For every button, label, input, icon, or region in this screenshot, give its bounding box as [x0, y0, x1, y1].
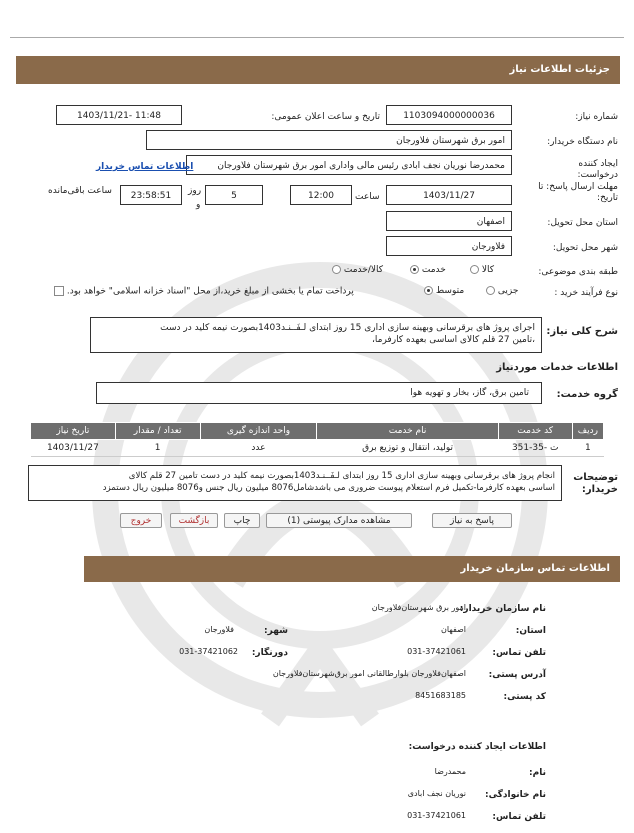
contact-address-value: اصفهان‌فلاورجان بلوارطالقانی امور برق‌شهرستان‌فلاورجان — [272, 669, 466, 678]
contact-phone-value: 031-37421061 — [407, 647, 466, 656]
category-label: طبقه بندی موضوعی: — [538, 267, 618, 277]
city-field: فلاورجان — [386, 236, 512, 256]
buyer-notes-line-1: انجام پروژ های برقرسانی وبهینه سازی اداری 15 روز ابتدای لـفَــنـد1403بصورت نیمه کلید در دست تامین 27 قلم کالای — [128, 471, 555, 481]
cell-unit: عدد — [200, 440, 317, 457]
table-header-row — [31, 423, 604, 440]
contact-address-label: آدرس پستی: — [488, 670, 546, 680]
radio-service[interactable] — [410, 265, 419, 274]
view-documents-button[interactable]: مشاهده مدارک پیوستی (1) — [266, 513, 412, 528]
contact-fax-label: دورنگار: — [251, 648, 288, 658]
contact-info-link[interactable]: اطلاعات تماس خریدار — [96, 162, 194, 172]
services-title: اطلاعات خدمات موردنیاز — [496, 362, 618, 373]
creator-name-value: محمدرضا — [434, 767, 466, 776]
creator-phone-label: تلفن تماس: — [492, 812, 546, 822]
process-minor-label: جزیی — [497, 286, 519, 296]
col-date: تاریخ نیاز — [31, 423, 116, 440]
buyer-org-field: امور برق شهرستان فلاورجان — [146, 130, 512, 150]
creator-field: محمدرضا نوریان نجف ابادی رئیس مالی واداری امور برق شهرستان فلاورجان — [186, 155, 512, 175]
table-row — [31, 440, 604, 457]
radio-medium[interactable] — [424, 286, 433, 295]
province-label: استان محل تحویل: — [547, 218, 618, 228]
top-divider — [10, 37, 624, 38]
category-service-label: خدمت — [421, 265, 446, 275]
description-label: شرح کلی نیاز: — [546, 326, 618, 337]
deadline-date-field: 1403/11/27 — [386, 185, 512, 205]
cell-row: 1 — [572, 440, 603, 457]
contact-org-value: امور برق شهرستان‌فلاورجان — [371, 603, 466, 612]
category-both-label: کالا/خدمت — [343, 265, 384, 275]
page-header: جزئیات اطلاعات نیاز — [16, 56, 620, 84]
radio-both[interactable] — [332, 265, 341, 274]
contact-postal-value: 8451683185 — [415, 691, 466, 700]
contact-org-label: نام سازمان خریدار: — [459, 604, 546, 614]
treasury-note: پرداخت تمام یا بخشی از مبلغ خرید،از محل "اسناد خزانه اسلامی" خواهد بود. — [66, 286, 354, 297]
remaining-time-field: 23:58:51 — [120, 185, 182, 205]
contact-section-header: اطلاعات تماس سازمان خریدار — [84, 556, 620, 582]
deadline-label: مهلت ارسال پاسخ: تا تاریخ: — [538, 182, 618, 203]
contact-province-label: استان: — [515, 626, 546, 636]
contact-fax-value: 031-37421062 — [179, 647, 238, 656]
contact-postal-label: کد پستی: — [503, 692, 546, 702]
days-label: روز — [188, 186, 202, 196]
radio-minor[interactable] — [486, 286, 495, 295]
services-table — [30, 422, 604, 457]
category-goods-label: کالا — [481, 265, 495, 275]
need-number-field: 1103094000000036 — [386, 105, 512, 125]
radio-goods[interactable] — [470, 265, 479, 274]
creator-family-value: نوریان نجف ابادی — [407, 789, 466, 798]
creator-phone-value: 031-37421061 — [407, 811, 466, 820]
contact-phone-label: تلفن تماس: — [492, 648, 546, 658]
back-button[interactable]: بازگشت — [170, 513, 218, 528]
col-name: نام خدمت — [317, 423, 498, 440]
time-label: ساعت — [355, 192, 380, 202]
contact-city-value: فلاورجان — [204, 625, 234, 634]
reply-button[interactable]: پاسخ به نیاز — [432, 513, 512, 528]
days-field: 5 — [205, 185, 263, 205]
creator-info-title: اطلاعات ایجاد کننده درخواست: — [408, 742, 546, 752]
cell-quantity: 1 — [115, 440, 200, 457]
col-unit: واحد اندازه گیری — [200, 423, 317, 440]
process-option-medium[interactable] — [424, 286, 464, 296]
exit-button[interactable]: خروج — [120, 513, 162, 528]
buyer-notes-label: توضیحات خریدار: — [573, 472, 618, 495]
contact-city-label: شهر: — [264, 626, 288, 636]
treasury-checkbox[interactable] — [54, 286, 64, 296]
description-field — [90, 317, 542, 353]
creator-name-label: نام: — [529, 768, 546, 778]
col-code: کد خدمت — [498, 423, 572, 440]
category-option-service[interactable] — [410, 265, 446, 275]
service-group-field: تامین برق، گاز، بخار و تهویه هوا — [96, 382, 542, 404]
province-field: اصفهان — [386, 211, 512, 231]
announce-field: 1403/11/21- 11:48 — [56, 105, 182, 125]
creator-family-label: نام خانوادگی: — [484, 790, 546, 800]
col-quantity: تعداد / مقدار — [115, 423, 200, 440]
buyer-org-label: نام دستگاه خریدار: — [547, 137, 618, 147]
cell-code: ت -35-351 — [498, 440, 572, 457]
creator-label: ایجاد کننده درخواست: — [577, 159, 618, 180]
print-button[interactable]: چاپ — [224, 513, 260, 528]
contact-province-value: اصفهان — [440, 625, 466, 634]
process-medium-label: متوسط — [435, 286, 465, 296]
description-line-2: ،تامین 27 قلم کالای اساسی بعهده کارفرما، — [371, 335, 535, 345]
cell-date: 1403/11/27 — [31, 440, 116, 457]
category-option-both[interactable] — [332, 265, 383, 275]
treasury-option[interactable] — [54, 286, 354, 297]
process-option-minor[interactable] — [486, 286, 518, 296]
cell-name: تولید، انتقال و توزیع برق — [317, 440, 498, 457]
announce-label: تاریخ و ساعت اعلان عمومی: — [271, 112, 380, 122]
buyer-notes-line-2: اساسی بعهده کارفرما-تکمیل فرم استعلام پیوست ضروری می باشدشامل8076 میلیون ریال جنس و8076 میلیون ریال دستمزد — [102, 483, 555, 493]
service-group-label: گروه خدمت: — [556, 389, 618, 400]
category-option-goods[interactable] — [470, 265, 494, 275]
deadline-time-field: 12:00 — [290, 185, 352, 205]
remaining-label: ساعت باقی‌مانده — [48, 186, 112, 196]
buyer-notes-field — [28, 465, 562, 501]
col-row: ردیف — [572, 423, 603, 440]
process-label: نوع فرآیند خرید : — [554, 288, 618, 298]
description-line-1: اجرای پروژ های برقرسانی وبهینه سازی اداری 15 روز ابتدای لـفَــنـد1403بصورت نیمه کلید در دست — [160, 323, 535, 333]
city-label: شهر محل تحویل: — [552, 243, 618, 253]
need-number-label: شماره نیاز: — [575, 112, 618, 122]
and-label: و — [196, 200, 201, 210]
